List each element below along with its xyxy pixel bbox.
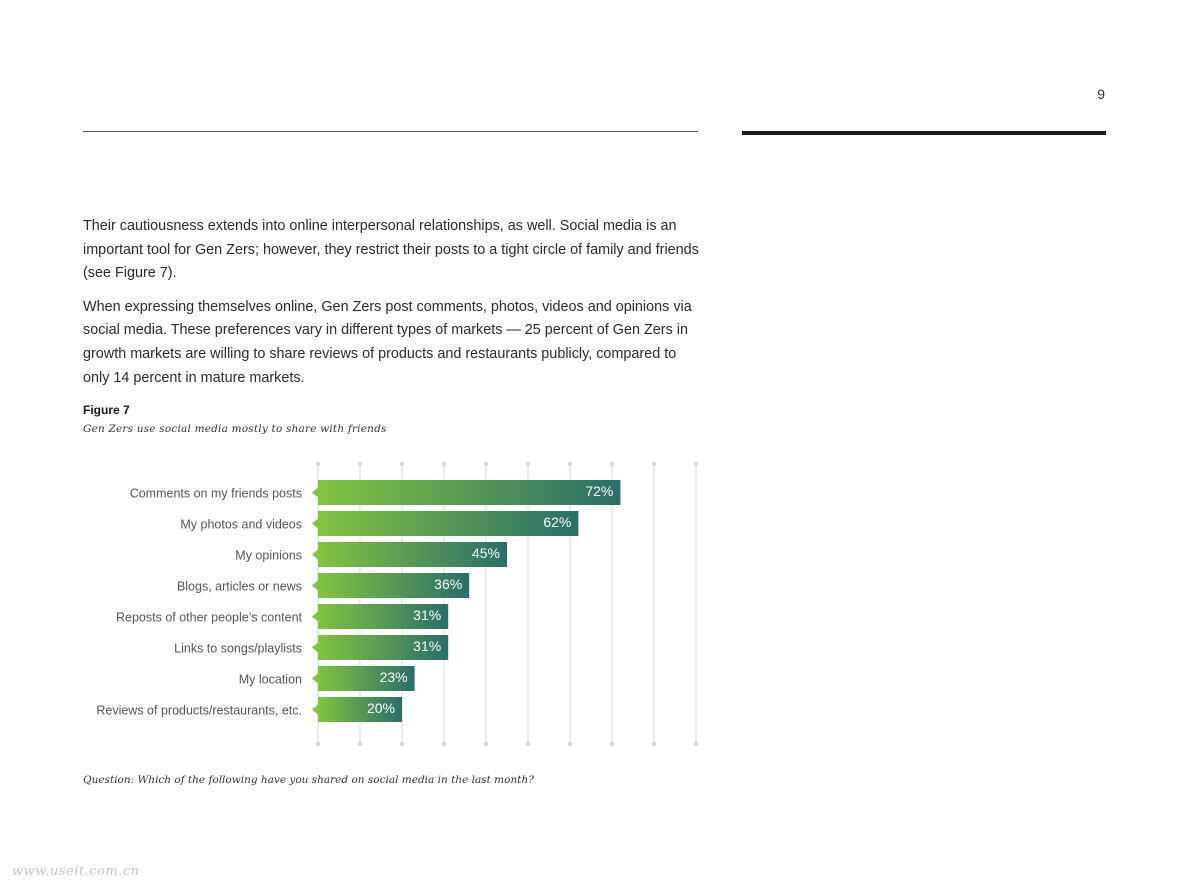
- gridline-dot: [652, 462, 656, 466]
- gridline-dot: [400, 462, 404, 466]
- gridline-dot: [694, 742, 698, 746]
- watermark: www.useit.com.cn: [12, 864, 140, 879]
- value-label: 31%: [413, 607, 442, 623]
- gridline-dot: [652, 742, 656, 746]
- category-label: Blogs, articles or news: [176, 579, 302, 594]
- bar-pointer: [312, 674, 318, 684]
- category-label: My opinions: [235, 548, 302, 563]
- value-label: 31%: [413, 638, 442, 654]
- bar: [318, 511, 578, 536]
- gridline-dot: [484, 462, 488, 466]
- gridline-dot: [610, 462, 614, 466]
- value-label: 62%: [543, 514, 572, 530]
- gridline-dot: [694, 462, 698, 466]
- category-label: My location: [238, 672, 302, 687]
- bar-pointer: [312, 643, 318, 653]
- gridline-dot: [568, 462, 572, 466]
- bar-pointer: [312, 612, 318, 622]
- gridline-dot: [358, 462, 362, 466]
- gridline-dot: [316, 742, 320, 746]
- page-number: 9: [1097, 86, 1105, 102]
- bar-pointer: [312, 488, 318, 498]
- category-label: Links to songs/playlists: [174, 641, 302, 656]
- gridline-dot: [400, 742, 404, 746]
- category-label: Reposts of other people’s content: [115, 610, 302, 625]
- gridline-dot: [610, 742, 614, 746]
- value-label: 23%: [379, 669, 408, 685]
- gridline-dot: [442, 462, 446, 466]
- value-label: 72%: [585, 483, 614, 499]
- gridline-dot: [442, 742, 446, 746]
- bar: [318, 480, 620, 505]
- paragraph: Their cautiousness extends into online interpersonal relationships, as well. Social media is an important tool for Gen Zers; however, they restrict their posts to a tight circle of family and friends (see Figure 7).: [83, 218, 699, 282]
- bar-pointer: [312, 581, 318, 591]
- value-label: 45%: [471, 545, 500, 561]
- value-label: 36%: [434, 576, 463, 592]
- gridline-dot: [358, 742, 362, 746]
- gridline-dot: [568, 742, 572, 746]
- category-label: Comments on my friends posts: [129, 486, 302, 501]
- figure-caption: Gen Zers use social media mostly to share with friends: [83, 423, 387, 435]
- bar-pointer: [312, 550, 318, 560]
- bar-pointer: [312, 705, 318, 715]
- survey-question: Question: Which of the following have you shared on social media in the last month?: [83, 774, 534, 786]
- category-label: Reviews of products/restaurants, etc.: [96, 703, 302, 718]
- gridline-dot: [316, 462, 320, 466]
- value-label: 20%: [366, 700, 395, 716]
- gridline-dot: [526, 462, 530, 466]
- gridline-dot: [526, 742, 530, 746]
- paragraph: When expressing themselves online, Gen Zers post comments, photos, videos and opinions via social media. These preferences vary in different types of markets — 25 percent of Gen Zers in growth markets are willing to share reviews of products and restaurants publicly, compared to only 14 percent in mature markets.: [83, 298, 692, 386]
- gridline-dot: [484, 742, 488, 746]
- bar-pointer: [312, 519, 318, 529]
- category-label: My photos and videos: [180, 517, 302, 532]
- figure-label: Figure 7: [83, 403, 130, 417]
